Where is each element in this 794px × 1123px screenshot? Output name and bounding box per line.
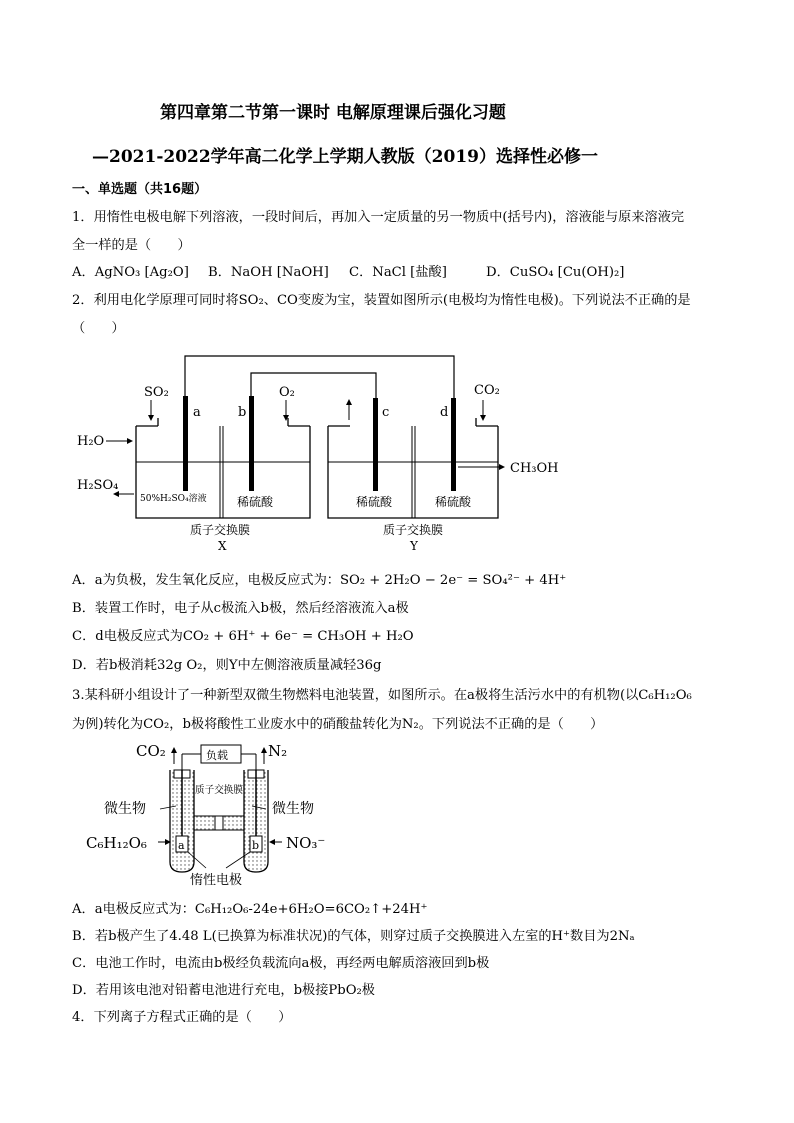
title-line-2: —2021-2022学年高二化学上学期人教版（2019）选择性必修一 xyxy=(92,147,598,167)
electrode-d-label: d xyxy=(440,405,449,420)
h2so4-label: H₂SO₄ xyxy=(77,478,119,493)
q2-option-c: C．d电极反应式为CO₂ + 6H⁺ + 6e⁻ = CH₃OH + H₂O xyxy=(72,629,414,644)
electrode-a-label: a xyxy=(193,405,201,420)
section-heading: 一、单选题（共16题） xyxy=(72,182,208,197)
cell-x-left-solution: 50%H₂SO₄溶液 xyxy=(140,494,207,504)
q3-stem-line-2: 为例)转化为CO₂，b极将酸性工业废水中的硝酸盐转化为N₂。下列说法不正确的是（ ） xyxy=(72,717,604,732)
membrane-x-label: 质子交换膜 xyxy=(190,523,251,537)
electrode-b-label: b xyxy=(238,405,247,420)
glucose-label: C₆H₁₂O₆ xyxy=(86,834,147,852)
q3-option-a: A．a电极反应式为：C₆H₁₂O₆-24e+6H₂O=6CO₂↑+24H⁺ xyxy=(72,902,428,917)
so2-label: SO₂ xyxy=(144,385,169,400)
q3-n2-label: N₂ xyxy=(268,742,288,760)
membrane-label: 质子交换膜 xyxy=(195,785,245,796)
o2-label: O₂ xyxy=(279,385,295,400)
electrode-c-label: c xyxy=(382,405,390,420)
q2-option-a: A．a为负极，发生氧化反应，电极反应式为：SO₂ + 2H₂O − 2e⁻ = SO₄²⁻ + 4H⁺ xyxy=(72,573,567,588)
q3-electrode-b-label: b xyxy=(252,839,260,852)
q1-option-a: A．AgNO₃ [Ag₂O] xyxy=(72,265,189,280)
microbe-right-label: 微生物 xyxy=(272,801,314,817)
cell-y-right-solution: 稀硫酸 xyxy=(435,495,472,509)
cell-y-left-solution: 稀硫酸 xyxy=(356,495,393,509)
membrane-y-label: 质子交换膜 xyxy=(383,523,444,537)
co2-label: CO₂ xyxy=(474,383,500,398)
q3-electrode-a-label: a xyxy=(178,839,185,852)
q1-stem-line-2: 全一样的是（ ） xyxy=(72,238,191,253)
cell-x-label: X xyxy=(218,539,227,553)
q2-option-d: D．若b极消耗32g O₂，则Y中左侧溶液质量减轻36g xyxy=(72,658,382,673)
h2o-label: H₂O xyxy=(77,434,105,449)
q2-stem-line-2: （ ） xyxy=(72,321,125,336)
q1-stem-line-1: 1．用惰性电极电解下列溶液，一段时间后，再加入一定质量的另一物质中(括号内)，溶液能与原来溶液完 xyxy=(72,210,685,225)
q3-co2-label: CO₂ xyxy=(136,742,166,760)
nitrate-label: NO₃⁻ xyxy=(286,834,326,852)
q1-option-d: D．CuSO₄ [Cu(OH)₂] xyxy=(486,265,625,280)
q2-electrolysis-figure xyxy=(70,345,590,555)
q2-option-b: B．装置工作时，电子从c极流入b极，然后经溶液流入a极 xyxy=(72,601,409,616)
microbe-left-label: 微生物 xyxy=(104,801,146,817)
q3-option-b: B．若b极产生了4.48 L(已换算为标准状况)的气体，则穿过质子交换膜进入左室的H⁺数目为2Nₐ xyxy=(72,929,635,944)
q2-stem-line-1: 2．利用电化学原理可同时将SO₂、CO变废为宝，装置如图所示(电极均为惰性电极)。下列说法不正确的是 xyxy=(72,293,691,308)
ch3oh-label: CH₃OH xyxy=(510,461,559,476)
cell-x-right-solution: 稀硫酸 xyxy=(237,495,274,509)
q3-stem-line-1: 3.某科研小组设计了一种新型双微生物燃料电池装置，如图所示。在a极将生活污水中的有机物(以C₆H₁₂O₆ xyxy=(72,688,692,703)
q3-option-d: D．若用该电池对铅蓄电池进行充电，b极接PbO₂极 xyxy=(72,983,375,998)
inert-electrode-label: 惰性电极 xyxy=(190,873,243,888)
cell-y-label: Y xyxy=(410,539,418,553)
q1-option-b: B．NaOH [NaOH] xyxy=(208,265,329,280)
q3-fuel-cell-figure xyxy=(80,738,340,890)
q4-stem-line-1: 4．下列离子方程式正确的是（ ） xyxy=(72,1010,292,1025)
title-line-1: 第四章第二节第一课时 电解原理课后强化习题 xyxy=(160,103,506,123)
q1-option-c: C．NaCl [盐酸] xyxy=(349,265,447,280)
q3-option-c: C．电池工作时，电流由b极经负载流向a极，再经两电解质溶液回到b极 xyxy=(72,956,490,971)
load-label: 负载 xyxy=(206,749,228,762)
